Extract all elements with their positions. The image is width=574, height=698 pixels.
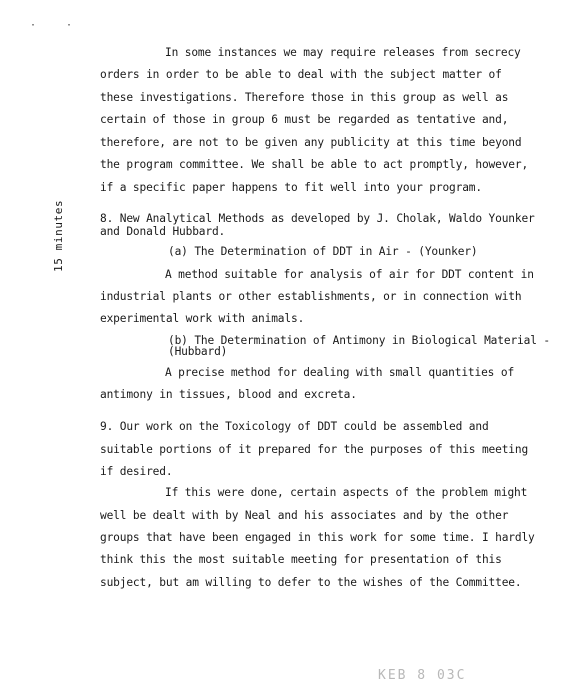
item-8b-text: A precise method for dealing with small quantities of: [165, 366, 515, 379]
item-9-text: If this were done, certain aspects of the problem might: [165, 486, 528, 499]
item-8b-heading: (Hubbard): [168, 345, 228, 358]
margin-note: 15 minutes: [52, 199, 65, 272]
item-9-text: well be dealt with by Neal and his associates and by the other: [100, 509, 509, 522]
item-8a-heading: (a) The Determination of DDT in Air - (Younker): [168, 245, 478, 258]
corner-marks: · ·: [30, 20, 85, 31]
item-9-text: subject, but am willing to defer to the wishes of the Committee.: [100, 576, 522, 589]
paragraph-line: orders in order to be able to deal with the subject matter of: [100, 68, 502, 81]
item-8-heading: and Donald Hubbard.: [100, 225, 226, 238]
paragraph-line: if a specific paper happens to fit well into your program.: [100, 181, 482, 194]
item-9-text: suitable portions of it prepared for the purposes of this meeting: [100, 443, 529, 456]
paragraph-line: the program committee. We shall be able to act promptly, however,: [100, 158, 529, 171]
archive-stamp: KEB 8 03C: [378, 668, 467, 683]
item-8a-text: experimental work with animals.: [100, 312, 305, 325]
paragraph-line: these investigations. Therefore those in this group as well as: [100, 91, 509, 104]
item-9-text: 9. Our work on the Toxicology of DDT could be assembled and: [100, 420, 489, 433]
item-8-heading: 8. New Analytical Methods as developed by J. Cholak, Waldo Younker: [100, 212, 535, 225]
item-9-text: groups that have been engaged in this work for some time. I hardly: [100, 531, 535, 544]
item-9-text: think this the most suitable meeting for presentation of this: [100, 553, 502, 566]
item-9-text: if desired.: [100, 465, 173, 478]
paragraph-line: certain of those in group 6 must be regarded as tentative and,: [100, 113, 509, 126]
paragraph-line: therefore, are not to be given any publicity at this time beyond: [100, 136, 522, 149]
item-8a-text: A method suitable for analysis of air for DDT content in: [165, 268, 534, 281]
item-8b-heading: (b) The Determination of Antimony in Biological Material -: [168, 334, 550, 347]
paragraph-line: In some instances we may require releases from secrecy: [165, 46, 521, 59]
item-8b-text: antimony in tissues, blood and excreta.: [100, 388, 357, 401]
item-8a-text: industrial plants or other establishments, or in connection with: [100, 290, 522, 303]
